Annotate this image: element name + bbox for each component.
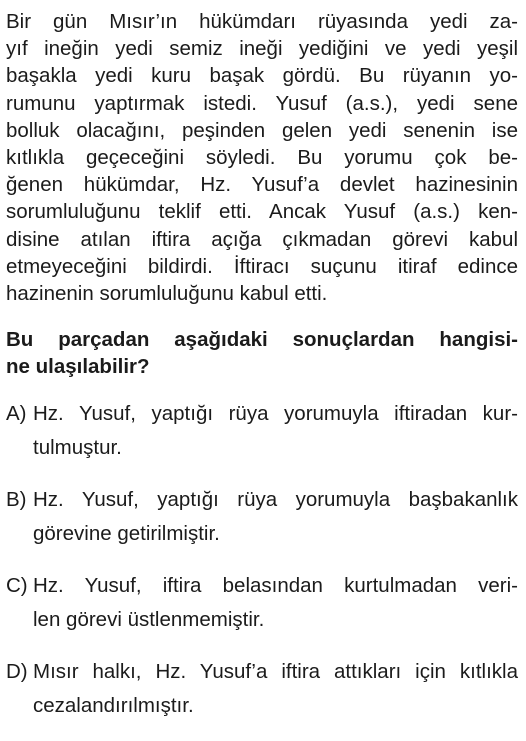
question-page xyxy=(6,8,518,741)
passage-line: kıtlıkla geçeceğini söyledi. Bu yorumu çok be- xyxy=(6,146,518,170)
option-text: Mısır halkı, Hz. Yusuf’a iftira attıkları için kıtlıkla xyxy=(33,659,518,683)
option-text: len görevi üstlenmemiştir. xyxy=(33,608,265,632)
option-text: tulmuştur. xyxy=(33,436,122,460)
passage-line: disine atılan iftira açığa çıkmadan görevi kabul xyxy=(6,227,518,251)
option-letter: D) xyxy=(6,659,28,683)
passage-line: etmeyeceğini bildirdi. İftiracı suçunu itiraf edince xyxy=(6,254,518,278)
option-letter: C) xyxy=(6,573,28,597)
question-line: ne ulaşılabilir? xyxy=(6,355,150,379)
option-d[interactable] xyxy=(6,655,518,724)
option-letter: A) xyxy=(6,401,27,425)
option-text: Hz. Yusuf, yaptığı rüya yorumuyla başbakanlık xyxy=(33,487,518,511)
question-stem xyxy=(6,326,518,380)
reading-passage xyxy=(6,8,518,307)
passage-line: rumunu yaptırmak istedi. Yusuf (a.s.), yedi sene xyxy=(6,91,518,115)
option-text: Hz. Yusuf, yaptığı rüya yorumuyla iftiradan kur- xyxy=(33,401,518,425)
answer-options xyxy=(6,397,518,724)
option-text: cezalandırılmıştır. xyxy=(33,694,194,718)
question-line: Bu parçadan aşağıdaki sonuçlardan hangisi- xyxy=(6,328,518,352)
passage-line: bolluk olacağını, peşinden gelen yedi senenin ise xyxy=(6,118,518,142)
option-b[interactable] xyxy=(6,483,518,552)
passage-line: yıf ineğin yedi semiz ineği yediğini ve yedi yeşil xyxy=(6,37,518,61)
option-text: görevine getirilmiştir. xyxy=(33,522,220,546)
option-a[interactable] xyxy=(6,397,518,466)
passage-line: ğenen hükümdar, Hz. Yusuf’a devlet hazinesinin xyxy=(6,173,518,197)
passage-line: sorumluluğunu teklif etti. Ancak Yusuf (a.s.) ken- xyxy=(6,200,518,224)
option-text: Hz. Yusuf, iftira belasından kurtulmadan veri- xyxy=(33,573,518,597)
passage-line: başakla yedi kuru başak gördü. Bu rüyanın yo- xyxy=(6,64,518,88)
passage-line: hazinenin sorumluluğunu kabul etti. xyxy=(6,282,328,306)
option-letter: B) xyxy=(6,487,27,511)
passage-line: Bir gün Mısır’ın hükümdarı rüyasında yedi za- xyxy=(6,10,518,33)
option-c[interactable] xyxy=(6,569,518,638)
